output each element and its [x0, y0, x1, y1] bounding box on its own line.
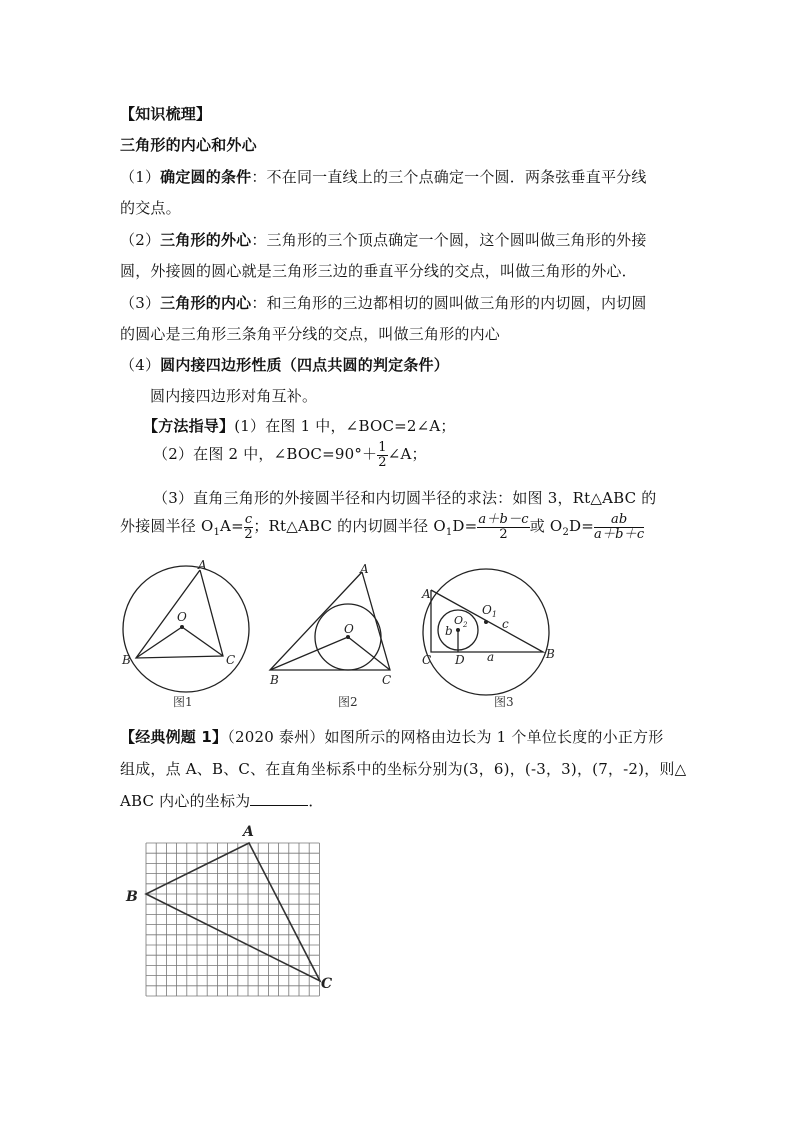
- fig1-label-b: B: [122, 653, 131, 667]
- fig1-circumcircle: [123, 566, 249, 692]
- fig3-label-side-b: b: [445, 624, 453, 638]
- method-text: （2）在图 2 中，∠BOC=90°＋: [153, 445, 378, 464]
- item-1-cont: 的交点。: [120, 199, 181, 217]
- fraction-inradius: [477, 513, 529, 541]
- grid-label-a: A: [243, 824, 254, 840]
- example-line-2: 组成，点 A、B、C、在直角坐标系中的坐标分别为(3，6)，(-3，3)，(7，-2)，则△: [120, 760, 687, 778]
- fig3-o1-letter: O: [482, 603, 492, 617]
- method-text: A=: [220, 517, 244, 536]
- example-line-3: [120, 790, 324, 811]
- fig1-center-lines: [136, 627, 223, 658]
- fraction-half: [377, 441, 387, 469]
- fig3-label-d: D: [455, 653, 465, 667]
- section-heading: 【知识梳理】: [120, 105, 212, 123]
- fraction-denominator: a＋b＋c: [594, 526, 645, 542]
- fraction-numerator: ab: [594, 513, 644, 528]
- item-text: ：和三角形的三边都相切的圆叫做三角形的内切圆，内切圆: [251, 294, 647, 312]
- method-text: (1）在图 1 中，∠BOC=2∠A；: [234, 417, 456, 435]
- fig1-label-a: A: [198, 558, 207, 572]
- fig2-label-a: A: [360, 562, 369, 576]
- example-text: （2020 泰州）如图所示的网格由边长为 1 个单位长度的小正方形: [227, 728, 664, 746]
- fig2-label-c: C: [382, 673, 392, 687]
- fig3-circumcircle: [423, 569, 549, 695]
- answer-blank: [250, 791, 308, 806]
- item-text: ：不在同一直线上的三个点确定一个圆．两条弦垂直平分线: [251, 168, 647, 186]
- fig3-label-side-c: c: [502, 617, 509, 631]
- fig2-caption: 图2: [338, 695, 358, 709]
- item-text: ：三角形的三个顶点确定一个圆，这个圆叫做三角形的外接: [251, 231, 647, 249]
- fraction-numerator: 1: [378, 440, 387, 455]
- fig3-label-side-a: a: [487, 650, 495, 664]
- fig3-caption: 图3: [494, 695, 514, 709]
- subscript: 2: [562, 527, 569, 539]
- subscript: 1: [445, 527, 453, 539]
- fig3-o2-letter: O: [454, 614, 464, 627]
- grid-label-b: B: [126, 889, 138, 905]
- fraction-denominator: 2: [378, 454, 387, 470]
- item-number: （2）: [120, 231, 161, 249]
- method-p1: [143, 415, 456, 436]
- fig3-o1-sub: 1: [491, 610, 497, 619]
- method-p2: [153, 441, 427, 469]
- method-text: D=: [569, 517, 594, 536]
- subscript: 1: [213, 527, 221, 539]
- item-term: 圆内接四边形性质（四点共圆的判定条件）: [160, 356, 449, 374]
- item-3-cont: 的圆心是三角形三条角平分线的交点，叫做三角形的内心: [120, 325, 501, 343]
- fraction-ab: [594, 513, 644, 541]
- grid-label-c: C: [321, 976, 333, 992]
- fig2-label-b: B: [270, 673, 279, 687]
- fraction-c-over-2: [244, 513, 253, 541]
- item-3: [120, 292, 647, 313]
- item-number: （3）: [120, 294, 161, 312]
- fig3-o2-sub: 2: [463, 621, 468, 629]
- fig3-label-b: B: [546, 647, 555, 661]
- example-label: 【经典例题 1】: [120, 728, 228, 746]
- fig2-label-o: O: [344, 622, 354, 636]
- fig3-label-a: A: [422, 587, 431, 601]
- fig1-label-c: C: [226, 653, 236, 667]
- fraction-denominator: 2: [499, 526, 508, 542]
- method-text: ∠A；: [387, 445, 427, 464]
- fig3-label-o2: [454, 614, 468, 629]
- fig1-center-dot: [180, 625, 184, 629]
- item-2: [120, 229, 647, 250]
- item-number: （4）: [120, 356, 161, 374]
- example-text: ．: [308, 792, 324, 810]
- fig1-label-o: O: [177, 610, 187, 624]
- fraction-numerator: c: [244, 512, 253, 527]
- topic-title: 三角形的内心和外心: [120, 136, 257, 154]
- example-line-1: [120, 726, 663, 747]
- grid-lines: [146, 843, 319, 996]
- grid-figure: [120, 818, 350, 998]
- item-term: 三角形的外心: [160, 231, 252, 249]
- item-number: （1）: [120, 168, 161, 186]
- item-term: 三角形的内心: [160, 294, 252, 312]
- item-term: 确定圆的条件: [160, 168, 252, 186]
- item-2-cont: 圆，外接圆的圆心就是三角形三边的垂直平分线的交点，叫做三角形的外心．: [120, 262, 637, 280]
- fig3-circumcenter-dot: [484, 620, 488, 624]
- fig1-caption: 图1: [173, 695, 193, 709]
- fraction-denominator: 2: [244, 526, 253, 542]
- item-4-body: 圆内接四边形对角互补。: [150, 387, 318, 405]
- geometry-figures: [110, 558, 555, 710]
- fraction-numerator: a＋b－c: [478, 512, 529, 527]
- method-text: D=: [452, 517, 478, 536]
- item-1: [120, 166, 647, 187]
- item-4: [120, 354, 449, 375]
- fig3-label-o1: [482, 603, 497, 619]
- method-p3: （3）直角三角形的外接圆半径和内切圆半径的求法：如图 3，Rt△ABC 的: [153, 489, 657, 507]
- method-text: 或 O: [529, 517, 563, 536]
- method-p3-cont: [120, 513, 644, 541]
- fig3-label-c: C: [422, 653, 432, 667]
- fig3-incenter-dot: [456, 628, 460, 632]
- method-text: ；Rt△ABC 的内切圆半径 O: [253, 517, 446, 536]
- example-text: ABC 内心的坐标为: [120, 792, 251, 810]
- method-label: 【方法指导】: [143, 417, 235, 435]
- method-text: 外接圆半径 O: [120, 517, 214, 536]
